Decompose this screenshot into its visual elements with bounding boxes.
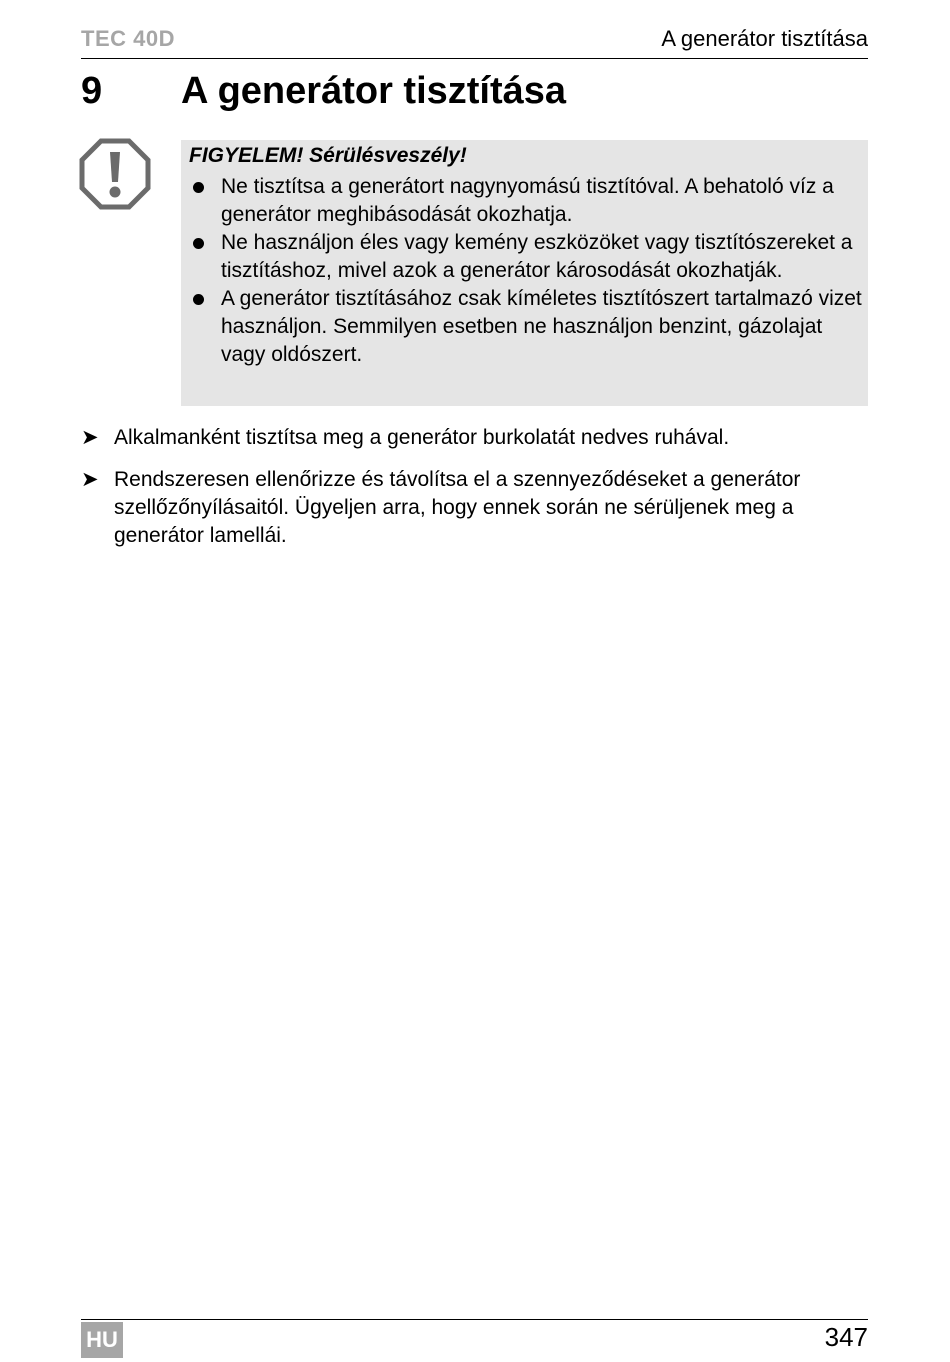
chapter-title: A generátor tisztítása xyxy=(181,70,567,112)
warning-box xyxy=(181,140,868,406)
instruction-step-text: Alkalmanként tisztítsa meg a generátor burkolatát nedves ruhával. xyxy=(114,426,730,449)
footer-rule xyxy=(81,1319,868,1320)
arrow-right-icon: ➤ xyxy=(81,468,99,491)
bullet-dot-icon xyxy=(193,238,204,249)
warning-item-text: Ne használjon éles vagy kemény eszközöket vagy tisztítószereket a tisztításhoz, mivel azok a generátor károsodását okozhatják. xyxy=(221,231,853,282)
instruction-step xyxy=(81,466,868,550)
chapter-number: 9 xyxy=(81,70,103,112)
instruction-steps xyxy=(81,424,868,564)
header-section-title: A generátor tisztítása xyxy=(661,26,868,51)
warning-item xyxy=(181,229,868,285)
model-name: TEC 40D xyxy=(81,26,175,51)
page-header xyxy=(81,22,868,59)
bullet-dot-icon xyxy=(193,294,204,305)
instruction-step-text: Rendszeresen ellenőrizze és távolítsa el a szennyeződéseket a generátor szellőzőnyílásaitól. Ügyeljen arra, hogy ennek során ne sérüljenek meg a generátor lamellái. xyxy=(114,468,801,547)
warning-title: FIGYELEM! Sérülésveszély! xyxy=(189,144,467,167)
arrow-right-icon: ➤ xyxy=(81,426,99,449)
warning-item xyxy=(181,173,868,229)
warning-list xyxy=(181,173,868,369)
bullet-dot-icon xyxy=(193,182,204,193)
language-badge: HU xyxy=(81,1322,123,1358)
exclamation-octagon-icon xyxy=(79,138,151,210)
warning-item-text: Ne tisztítsa a generátort nagynyomású tisztítóval. A behatoló víz a generátor meghibásodását okozhatja. xyxy=(221,175,834,226)
instruction-step xyxy=(81,424,868,452)
warning-item-text: A generátor tisztításához csak kíméletes tisztítószert tartalmazó vizet használjon. Semmilyen esetben ne használjon benzint, gázolajat vagy oldószert. xyxy=(221,287,862,366)
warning-item xyxy=(181,285,868,369)
page-number: 347 xyxy=(824,1322,868,1352)
